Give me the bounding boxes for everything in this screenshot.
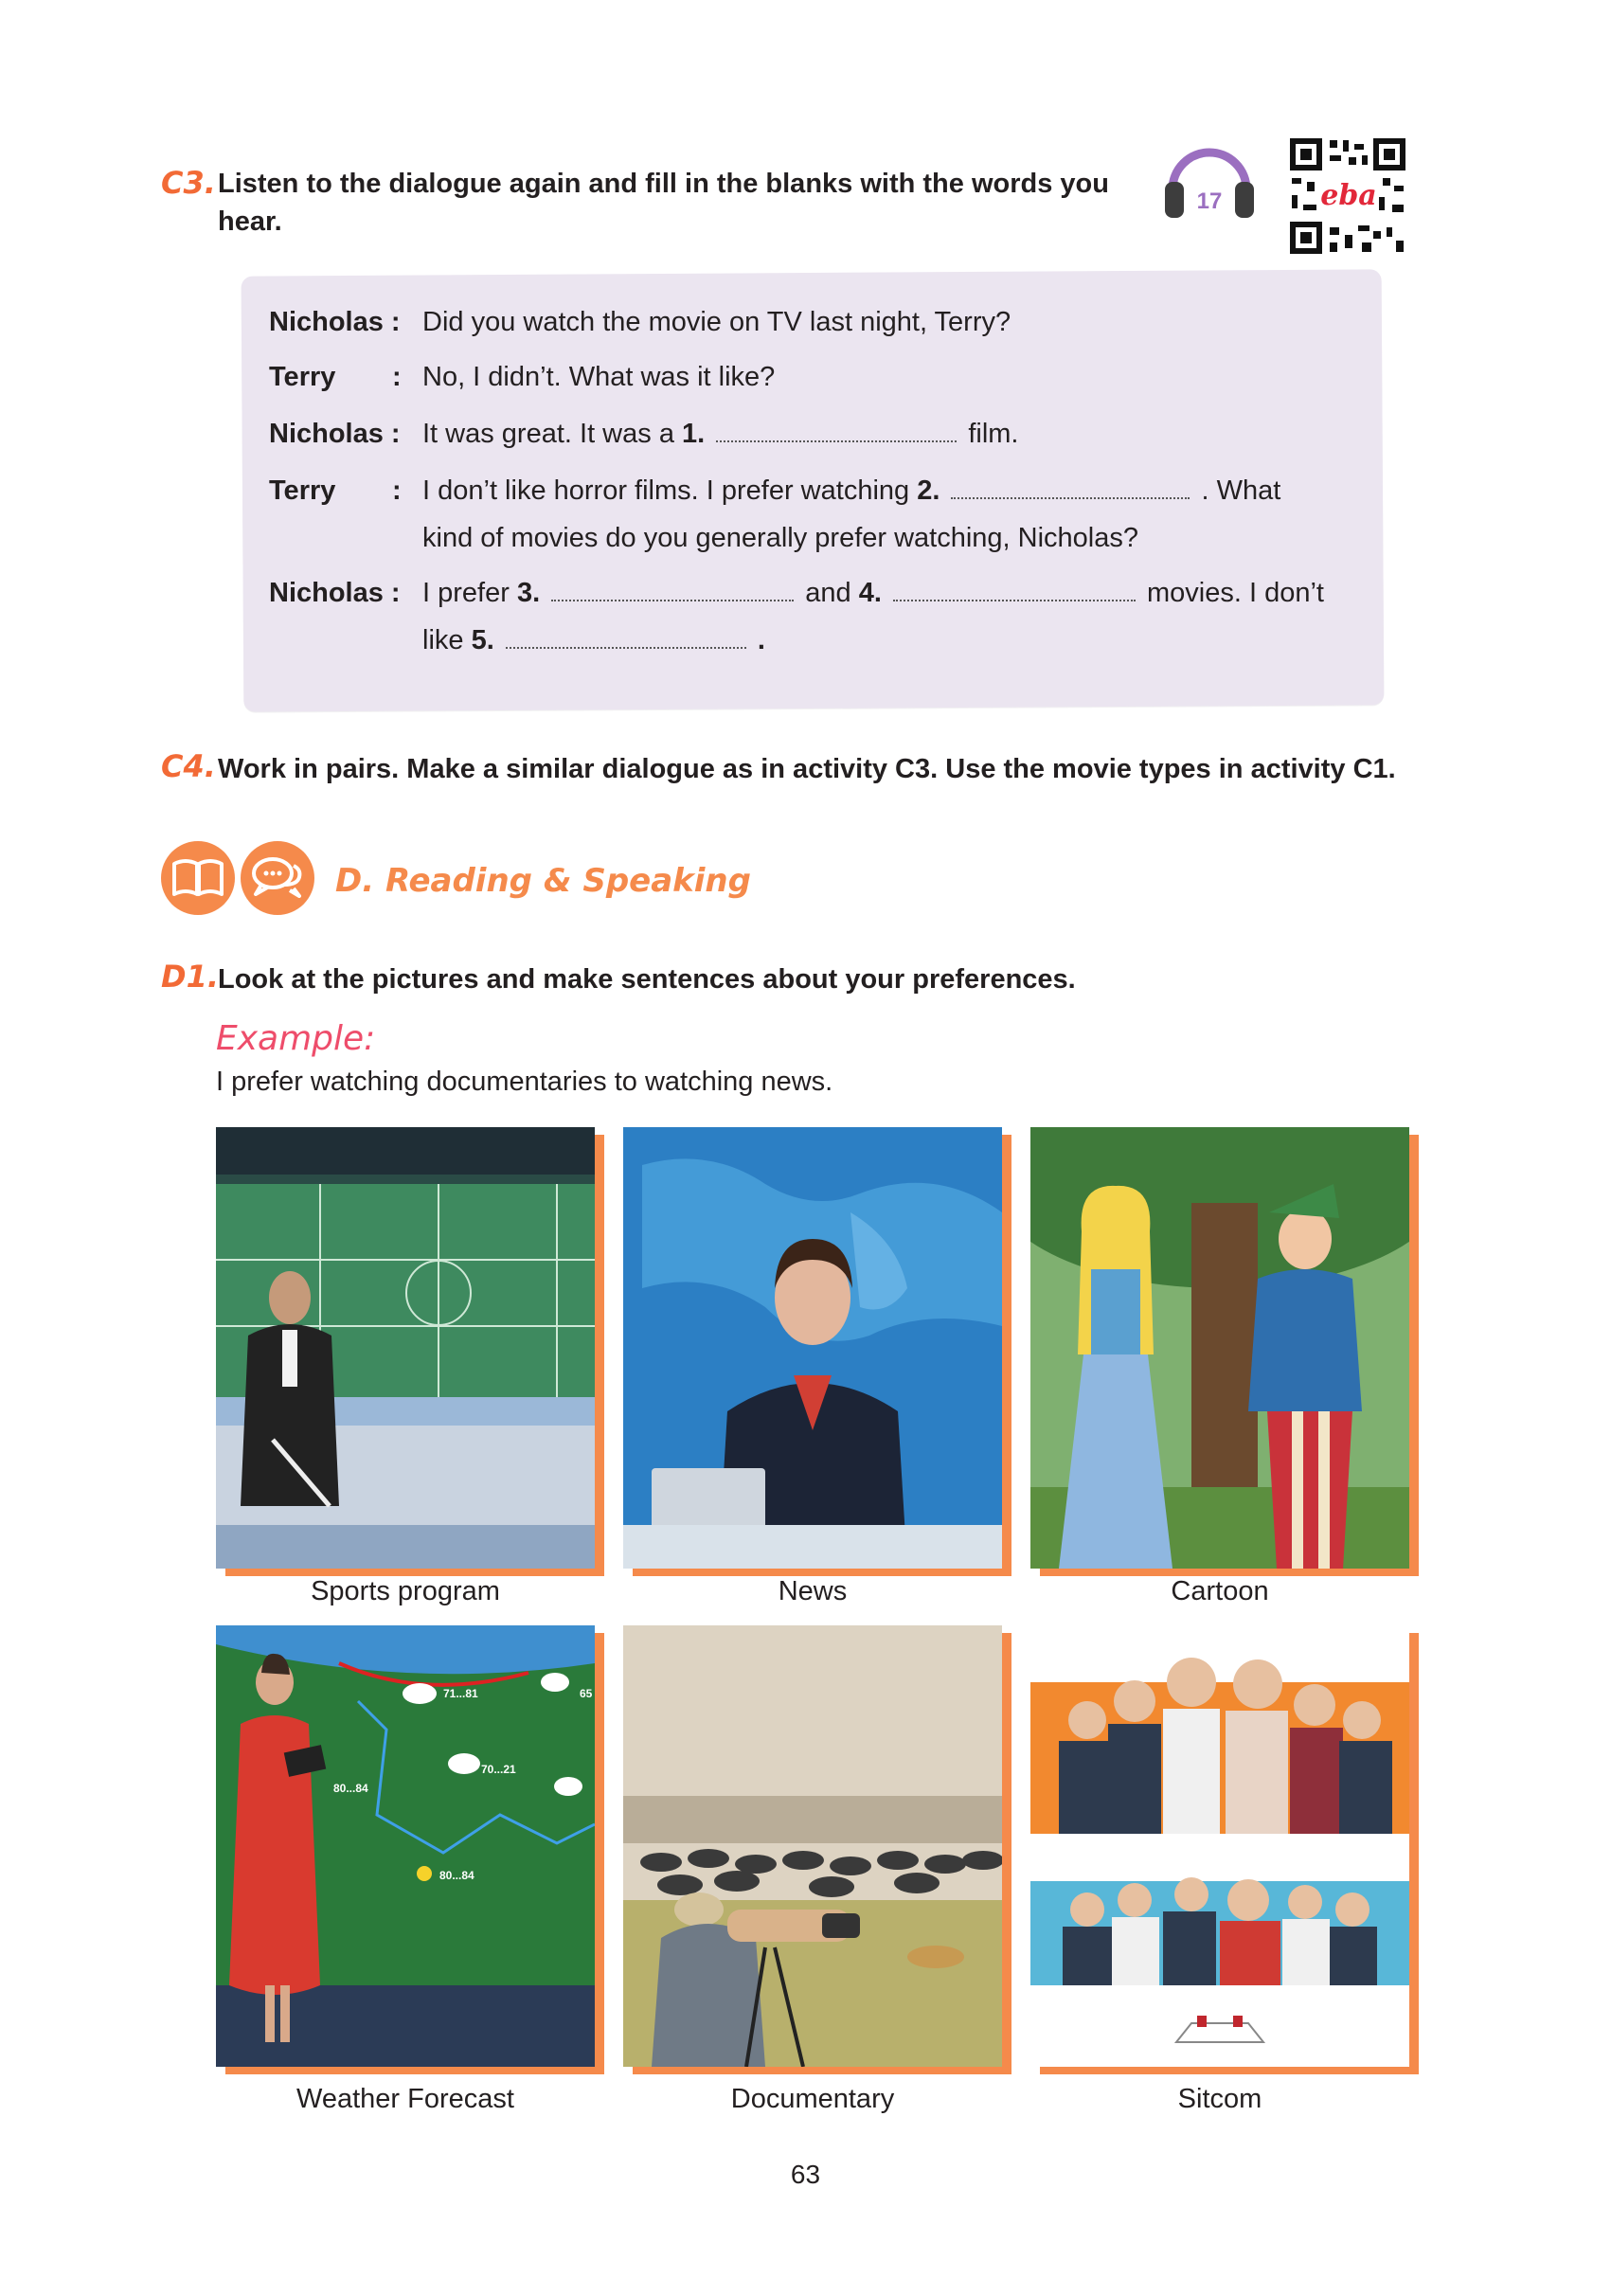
- example-label: Example:: [216, 1019, 376, 1058]
- track-number: 17: [1196, 188, 1223, 214]
- headphones-icon[interactable]: [1159, 135, 1260, 225]
- d1-instruction: Look at the pictures and make sentences about your preferences.: [218, 964, 1076, 995]
- blank-number-2: 2.: [917, 475, 940, 506]
- dialogue-line-5: [422, 574, 1324, 612]
- dialogue-line-4-pre: I don’t like horror films. I prefer watching: [422, 475, 910, 506]
- d1-number: D1.: [161, 959, 219, 995]
- blank-number-4: 4.: [858, 578, 882, 608]
- image-weather-forecast: [216, 1625, 595, 2067]
- dialogue-speaker-4: Terry: [269, 475, 336, 506]
- weather-label-3: 80...84: [439, 1869, 474, 1882]
- c3-instruction-line2: hear.: [218, 206, 282, 237]
- blank-number-5: 5.: [471, 625, 494, 655]
- dialogue-speaker-5: Nicholas :: [269, 578, 401, 608]
- dialogue-speaker-2: Terry: [269, 362, 336, 392]
- blank-number-3: 3.: [516, 578, 541, 608]
- weather-label-5: 80...84: [333, 1782, 368, 1795]
- dialogue-line-5b-end: .: [757, 625, 765, 655]
- dialogue-line-5b: [422, 621, 765, 659]
- c3-instruction-line1: Listen to the dialogue again and fill in the blanks with the words you: [218, 169, 1109, 199]
- blank-number-1: 1.: [682, 419, 706, 449]
- qr-logo-text: eba: [1320, 179, 1377, 212]
- dialogue-line-3-post: film.: [968, 419, 1019, 449]
- dialogue-colon-4: :: [392, 475, 402, 506]
- blank-1[interactable]: [716, 420, 957, 442]
- dialogue-line-5-mid: and: [805, 578, 851, 608]
- blank-3[interactable]: [551, 579, 794, 601]
- weather-label-4: 70...21: [481, 1763, 516, 1776]
- dialogue-line-5b-pre: like: [422, 625, 464, 655]
- dialogue-line-3: [422, 415, 1019, 453]
- section-d-title: D. Reading & Speaking: [335, 862, 751, 900]
- caption-sports-program: Sports program: [311, 1576, 500, 1606]
- speech-bubble-icon: [241, 841, 314, 915]
- blank-5[interactable]: [506, 626, 746, 649]
- dialogue-colon-2: :: [392, 362, 402, 392]
- c3-number: C3.: [161, 165, 216, 201]
- image-cartoon: [1030, 1127, 1409, 1569]
- dialogue-line-3-pre: It was great. It was a: [422, 419, 674, 449]
- caption-documentary: Documentary: [730, 2084, 895, 2114]
- image-news: [623, 1127, 1002, 1569]
- picture-weather-forecast: [216, 1625, 595, 2067]
- picture-news: [623, 1127, 1002, 1569]
- blank-4[interactable]: [893, 579, 1136, 601]
- c4-instruction: Work in pairs. Make a similar dialogue as in activity C3. Use the movie types in activity C1.: [218, 754, 1396, 784]
- dialogue-line-5-pre: I prefer: [422, 578, 510, 608]
- dialogue-line-2: No, I didn’t. What was it like?: [422, 362, 776, 392]
- example-sentence: I prefer watching documentaries to watching news.: [216, 1067, 833, 1097]
- page-number: 63: [790, 2160, 821, 2189]
- dialogue-speaker-3: Nicholas :: [269, 419, 401, 449]
- image-sitcom: [1030, 1625, 1409, 2067]
- picture-cartoon: [1030, 1127, 1409, 1569]
- image-sports-program: [216, 1127, 595, 1569]
- caption-news: News: [778, 1576, 848, 1606]
- caption-sitcom: Sitcom: [1177, 2084, 1262, 2114]
- blank-2[interactable]: [951, 476, 1190, 499]
- dialogue-line-4: [422, 472, 1280, 510]
- qr-code[interactable]: [1288, 136, 1407, 256]
- c4-number: C4.: [161, 748, 216, 784]
- dialogue-line-4b: kind of movies do you generally prefer watching, Nicholas?: [422, 523, 1139, 553]
- dialogue-line-4-post: . What: [1201, 475, 1281, 506]
- picture-documentary: [623, 1625, 1002, 2067]
- caption-weather-forecast: Weather Forecast: [296, 2084, 514, 2114]
- dialogue-line-5-post: movies. I don’t: [1147, 578, 1324, 608]
- dialogue-line-1: Did you watch the movie on TV last night, Terry?: [422, 307, 1011, 337]
- book-icon: [161, 841, 235, 915]
- picture-sitcom: [1030, 1625, 1409, 2067]
- weather-label-2: 65: [580, 1687, 593, 1700]
- image-documentary: [623, 1625, 1002, 2067]
- dialogue-speaker-1: Nicholas :: [269, 307, 401, 337]
- weather-label-1: 71...81: [443, 1687, 478, 1700]
- caption-cartoon: Cartoon: [1171, 1576, 1269, 1606]
- picture-sports-program: [216, 1127, 595, 1569]
- c3-instruction: [218, 165, 1165, 241]
